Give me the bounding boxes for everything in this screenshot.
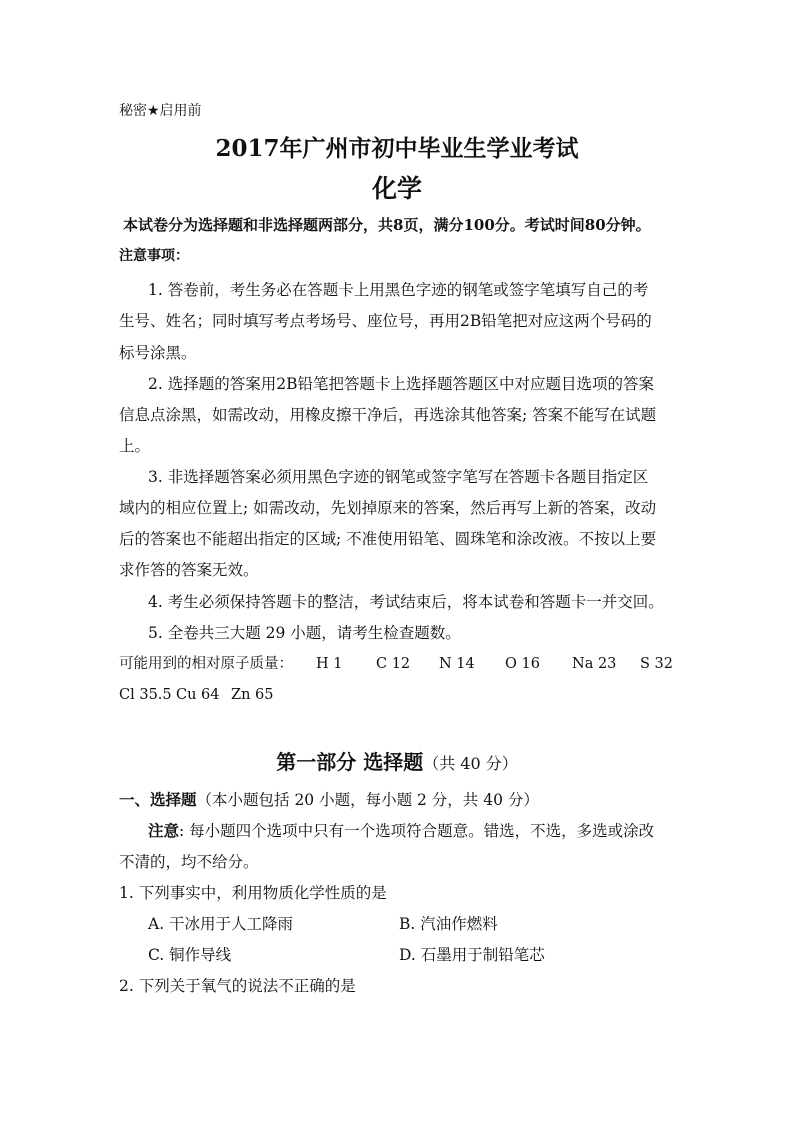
- question-1-option-b: B. 汽油作燃料: [399, 915, 498, 933]
- notice-heading: 注意事项：: [119, 248, 189, 264]
- notice-item-2-line-2: 信息点涂黑，如需改动，用橡皮擦干净后，再选涂其他答案; 答案不能写在试题: [119, 406, 657, 424]
- exam-intro: 本试卷分为选择题和非选择题两部分，共8页，满分100分。考试时间80分钟。: [123, 216, 651, 234]
- exam-title: 2017年广州市初中毕业生学业考试: [215, 135, 579, 162]
- atomic-mass-c: C 12: [376, 656, 411, 672]
- question-2: 2. 下列关于氧气的说法不正确的是: [119, 977, 356, 995]
- atomic-mass-o: O 16: [505, 656, 540, 672]
- answer-note-line-1: [148, 821, 654, 841]
- question-1-option-c: C. 铜作导线: [148, 946, 232, 964]
- notice-item-5: 5. 全卷共三大题 29 小题，请考生检查题数。: [148, 624, 461, 642]
- answer-note-label: 注意: [148, 821, 180, 840]
- notice-item-1-line-2: 生号、姓名；同时填写考点考场号、座位号，再用2B铅笔把对应这两个号码的: [119, 312, 652, 330]
- notice-item-1-line-3: 标号涂黑。: [119, 344, 197, 362]
- exam-subject: 化学: [371, 174, 422, 203]
- atomic-mass-s: S 32: [640, 656, 673, 672]
- atomic-mass-n: N 14: [439, 656, 475, 672]
- notice-item-3-line-4: 求作答的答案无效。: [119, 561, 259, 579]
- atomic-mass-cl: Cl 35.5: [119, 687, 172, 703]
- atomic-mass-cu: Cu 64: [176, 687, 220, 703]
- atomic-mass-h: H 1: [316, 656, 343, 672]
- question-1: 1. 下列事实中，利用物质化学性质的是: [119, 884, 387, 902]
- notice-item-4: 4. 考生必须保持答题卡的整洁，考试结束后，将本试卷和答题卡一并交回。: [148, 593, 664, 611]
- answer-note-line-2: 不清的，均不给分。: [119, 853, 259, 871]
- section-one-label: 一、选择题: [119, 790, 197, 809]
- section-one-heading: [119, 790, 539, 810]
- notice-item-1-line-1: 1. 答卷前，考生务必在答题卡上用黑色字迹的钢笔或签字笔填写自己的考: [148, 281, 649, 299]
- part-one-title: [0, 749, 794, 777]
- notice-item-3-line-1: 3. 非选择题答案必须用黑色字迹的钢笔或签字笔写在答题卡各题目指定区: [148, 468, 649, 486]
- question-1-option-a: A. 干冰用于人工降雨: [148, 915, 294, 933]
- answer-note-text: : 每小题四个选项中只有一个选项符合题意。错选，不选，多选或涂改: [179, 822, 655, 840]
- notice-item-2-line-3: 上。: [119, 437, 151, 455]
- atomic-mass-na: Na 23: [572, 656, 617, 672]
- atomic-mass-label: 可能用到的相对原子质量：: [119, 656, 293, 672]
- notice-item-2-line-1: 2. 选择题的答案用2B铅笔把答题卡上选择题答题区中对应题目选项的答案: [148, 375, 654, 393]
- section-one-note: （本小题包括 20 小题，每小题 2 分，共 40 分）: [196, 791, 539, 809]
- question-1-option-d: D. 石墨用于制铅笔芯: [399, 946, 545, 964]
- secret-label: 秘密★启用前: [119, 103, 202, 119]
- atomic-mass-zn: Zn 65: [231, 687, 274, 703]
- part-one-title-main: 第一部分 选择题: [276, 750, 424, 774]
- notice-item-3-line-3: 后的答案也不能超出指定的区域; 不准使用铅笔、圆珠笔和涂改液。不按以上要: [119, 530, 657, 548]
- part-one-title-note: （共 40 分）: [423, 754, 518, 773]
- notice-item-3-line-2: 域内的相应位置上; 如需改动，先划掉原来的答案，然后再写上新的答案，改动: [119, 499, 657, 517]
